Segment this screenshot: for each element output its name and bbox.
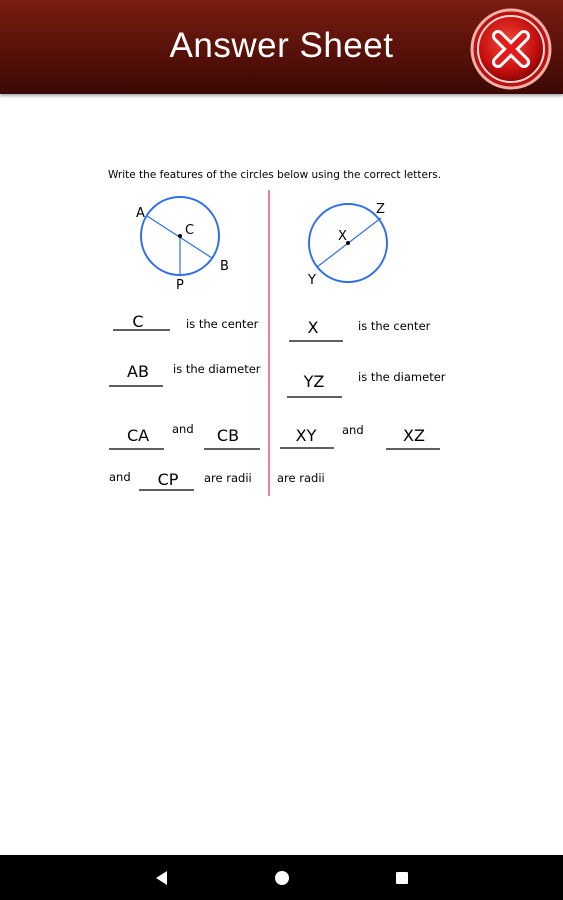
right-circle-diagram [307, 202, 387, 288]
recents-square-icon [391, 867, 413, 889]
right-radius-answer-2: XZ [403, 426, 425, 445]
label-a: A [136, 206, 145, 221]
close-button[interactable] [468, 6, 554, 92]
left-center-answer: C [132, 312, 144, 331]
right-radius-answer-1: XY [295, 426, 317, 445]
label-x: X [338, 229, 347, 244]
nav-home-button[interactable] [271, 867, 293, 889]
nav-recents-button[interactable] [391, 867, 413, 889]
right-diameter-answer: YZ [303, 372, 325, 391]
nav-back-button[interactable] [151, 867, 173, 889]
left-center-dot [178, 234, 182, 238]
right-radii-text: are radii [277, 471, 325, 485]
home-circle-icon [271, 867, 293, 889]
page-title: Answer Sheet [169, 26, 394, 65]
label-p: P [176, 278, 184, 293]
left-diameter-answer: AB [127, 362, 149, 381]
close-x-icon [468, 6, 554, 92]
left-radius-answer-3: CP [157, 470, 179, 489]
left-radius-answer-1: CA [126, 426, 150, 445]
left-answers [109, 312, 261, 490]
app-bar [0, 0, 563, 94]
right-diameter-text: is the diameter [358, 370, 446, 384]
right-and-1: and [342, 423, 364, 437]
right-center-answer: X [307, 318, 319, 337]
worksheet [96, 160, 468, 505]
label-c: C [185, 223, 195, 238]
label-b: B [220, 259, 229, 274]
back-triangle-icon [151, 867, 173, 889]
instruction-text: Write the features of the circles below using the correct letters. [108, 169, 442, 181]
left-circle-diagram [136, 197, 229, 293]
left-radii-text: are radii [204, 471, 252, 485]
label-z: Z [376, 202, 385, 217]
left-diameter-text: is the diameter [173, 362, 261, 376]
left-and-1: and [172, 422, 194, 436]
left-and-2: and [109, 470, 131, 484]
left-center-text: is the center [186, 317, 259, 331]
right-answers [277, 318, 446, 485]
right-center-text: is the center [358, 319, 431, 333]
left-radius-answer-2: CB [216, 426, 240, 445]
label-y: Y [308, 273, 316, 288]
system-nav-bar [0, 855, 563, 900]
